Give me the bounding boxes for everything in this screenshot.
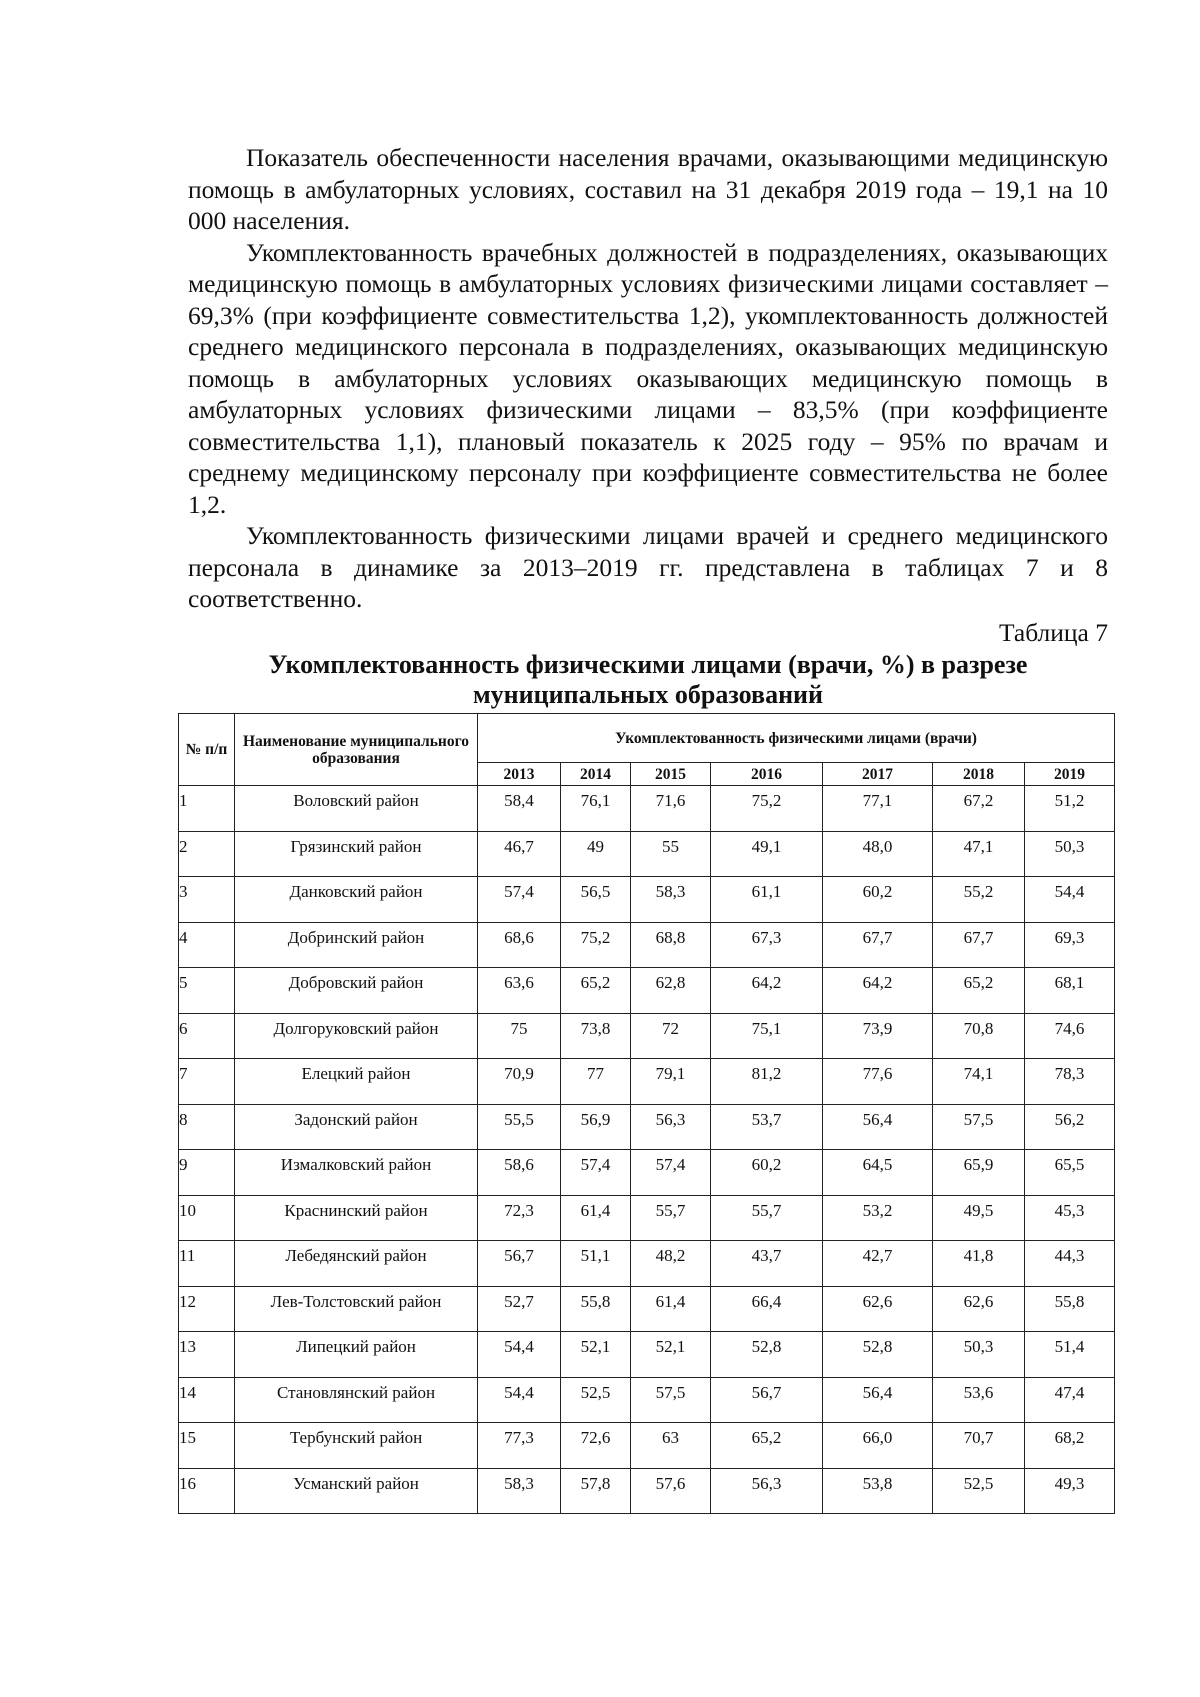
row-value-2013: 46,7: [478, 831, 561, 877]
header-year-2018: 2018: [933, 763, 1025, 786]
row-value-2018: 70,7: [933, 1423, 1025, 1469]
row-value-2017: 52,8: [823, 1332, 933, 1378]
row-value-2016: 67,3: [711, 922, 823, 968]
row-value-2017: 64,2: [823, 968, 933, 1014]
row-value-2017: 60,2: [823, 877, 933, 923]
row-number: 8: [179, 1104, 235, 1150]
row-value-2016: 53,7: [711, 1104, 823, 1150]
table-row: [179, 1241, 1115, 1287]
table-row: [179, 1286, 1115, 1332]
header-year-2017: 2017: [823, 763, 933, 786]
row-municipality: Усманский район: [235, 1468, 478, 1514]
row-value-2018: 41,8: [933, 1241, 1025, 1287]
row-value-2019: 78,3: [1025, 1059, 1115, 1105]
row-municipality: Елецкий район: [235, 1059, 478, 1105]
row-value-2015: 71,6: [631, 786, 711, 832]
paragraph-dynamics-reference: Укомплектованность физическими лицами врачей и среднего медицинского персонала в динамике за 2013–2019 гг. представлена в таблицах 7 и 8 соответственно.: [188, 521, 1108, 613]
row-value-2016: 75,1: [711, 1013, 823, 1059]
table-title: Укомплектованность физическими лицами (врачи, %) в разрезе муниципальных образований: [268, 650, 1028, 709]
table-row: [179, 1332, 1115, 1378]
row-number: 9: [179, 1150, 235, 1196]
row-number: 1: [179, 786, 235, 832]
row-value-2019: 65,5: [1025, 1150, 1115, 1196]
row-value-2013: 63,6: [478, 968, 561, 1014]
row-value-2019: 50,3: [1025, 831, 1115, 877]
row-value-2018: 65,2: [933, 968, 1025, 1014]
row-number: 5: [179, 968, 235, 1014]
row-value-2019: 49,3: [1025, 1468, 1115, 1514]
row-value-2014: 52,1: [561, 1332, 631, 1378]
table-row: [179, 1013, 1115, 1059]
row-value-2017: 53,2: [823, 1195, 933, 1241]
row-municipality: Лебедянский район: [235, 1241, 478, 1287]
table-row: [179, 1377, 1115, 1423]
row-value-2013: 68,6: [478, 922, 561, 968]
row-value-2017: 48,0: [823, 831, 933, 877]
row-value-2013: 70,9: [478, 1059, 561, 1105]
row-value-2016: 43,7: [711, 1241, 823, 1287]
row-value-2016: 55,7: [711, 1195, 823, 1241]
row-value-2017: 77,1: [823, 786, 933, 832]
row-value-2014: 76,1: [561, 786, 631, 832]
row-municipality: Задонский район: [235, 1104, 478, 1150]
row-value-2014: 56,9: [561, 1104, 631, 1150]
row-value-2016: 66,4: [711, 1286, 823, 1332]
row-value-2017: 64,5: [823, 1150, 933, 1196]
row-value-2013: 58,3: [478, 1468, 561, 1514]
row-value-2018: 52,5: [933, 1468, 1025, 1514]
row-number: 6: [179, 1013, 235, 1059]
row-value-2016: 61,1: [711, 877, 823, 923]
row-municipality: Долгоруковский район: [235, 1013, 478, 1059]
row-value-2019: 69,3: [1025, 922, 1115, 968]
row-value-2014: 61,4: [561, 1195, 631, 1241]
header-municipality: Наименование муниципального образования: [235, 714, 478, 786]
row-number: 2: [179, 831, 235, 877]
row-value-2013: 54,4: [478, 1332, 561, 1378]
row-value-2018: 67,2: [933, 786, 1025, 832]
row-value-2015: 57,4: [631, 1150, 711, 1196]
row-value-2013: 55,5: [478, 1104, 561, 1150]
row-value-2018: 50,3: [933, 1332, 1025, 1378]
row-value-2019: 56,2: [1025, 1104, 1115, 1150]
row-value-2017: 42,7: [823, 1241, 933, 1287]
row-value-2015: 52,1: [631, 1332, 711, 1378]
row-value-2015: 57,6: [631, 1468, 711, 1514]
row-value-2014: 51,1: [561, 1241, 631, 1287]
row-value-2016: 60,2: [711, 1150, 823, 1196]
row-value-2019: 51,2: [1025, 786, 1115, 832]
row-value-2019: 74,6: [1025, 1013, 1115, 1059]
row-value-2016: 81,2: [711, 1059, 823, 1105]
header-year-2014: 2014: [561, 763, 631, 786]
header-year-2016: 2016: [711, 763, 823, 786]
row-number: 12: [179, 1286, 235, 1332]
row-value-2017: 53,8: [823, 1468, 933, 1514]
header-staffing-group: Укомплектованность физическими лицами (врачи): [478, 714, 1115, 763]
row-value-2013: 58,6: [478, 1150, 561, 1196]
row-value-2014: 56,5: [561, 877, 631, 923]
row-value-2016: 56,7: [711, 1377, 823, 1423]
header-year-2015: 2015: [631, 763, 711, 786]
row-municipality: Данковский район: [235, 877, 478, 923]
row-value-2018: 62,6: [933, 1286, 1025, 1332]
row-number: 4: [179, 922, 235, 968]
row-number: 15: [179, 1423, 235, 1469]
row-value-2014: 75,2: [561, 922, 631, 968]
row-value-2017: 67,7: [823, 922, 933, 968]
row-value-2014: 57,8: [561, 1468, 631, 1514]
row-value-2018: 47,1: [933, 831, 1025, 877]
table-row: [179, 1104, 1115, 1150]
table-row: [179, 922, 1115, 968]
row-value-2014: 73,8: [561, 1013, 631, 1059]
table-row: [179, 877, 1115, 923]
row-value-2014: 52,5: [561, 1377, 631, 1423]
row-value-2014: 77: [561, 1059, 631, 1105]
row-municipality: Липецкий район: [235, 1332, 478, 1378]
row-value-2015: 58,3: [631, 877, 711, 923]
row-value-2015: 57,5: [631, 1377, 711, 1423]
table-label: Таблица 7: [998, 617, 1108, 647]
table-row: [179, 1423, 1115, 1469]
row-value-2016: 56,3: [711, 1468, 823, 1514]
row-value-2018: 67,7: [933, 922, 1025, 968]
row-municipality: Становлянский район: [235, 1377, 478, 1423]
row-number: 10: [179, 1195, 235, 1241]
row-value-2018: 70,8: [933, 1013, 1025, 1059]
row-number: 3: [179, 877, 235, 923]
row-value-2019: 47,4: [1025, 1377, 1115, 1423]
row-value-2015: 63: [631, 1423, 711, 1469]
row-value-2015: 79,1: [631, 1059, 711, 1105]
row-municipality: Добринский район: [235, 922, 478, 968]
row-value-2019: 54,4: [1025, 877, 1115, 923]
row-value-2014: 72,6: [561, 1423, 631, 1469]
row-value-2016: 65,2: [711, 1423, 823, 1469]
row-value-2017: 66,0: [823, 1423, 933, 1469]
row-number: 14: [179, 1377, 235, 1423]
paragraph-staffing-levels: Укомплектованность врачебных должностей в подразделениях, оказывающих медицинскую помощь в амбулаторных условиях физическими лицами составляет – 69,3% (при коэффициенте совместительства 1,2), укомплектованность должностей среднего медицинского персонала в подразделениях, оказывающих медицинскую помощь в амбулаторных условиях оказывающих медицинскую помощь в амбулаторных условиях физическими лицами – 83,5% (при коэффициенте совместительства 1,1), плановый показатель к 2025 году – 95% по врачам и среднему медицинскому персоналу при коэффициенте совместительства не более 1,2.: [188, 237, 1108, 519]
row-municipality: Добровский район: [235, 968, 478, 1014]
row-value-2019: 44,3: [1025, 1241, 1115, 1287]
row-value-2016: 52,8: [711, 1332, 823, 1378]
row-value-2019: 45,3: [1025, 1195, 1115, 1241]
row-value-2014: 49: [561, 831, 631, 877]
row-value-2013: 52,7: [478, 1286, 561, 1332]
row-value-2018: 74,1: [933, 1059, 1025, 1105]
row-value-2017: 73,9: [823, 1013, 933, 1059]
row-value-2017: 56,4: [823, 1104, 933, 1150]
table-row: [179, 786, 1115, 832]
row-value-2018: 65,9: [933, 1150, 1025, 1196]
table-row: [179, 831, 1115, 877]
row-value-2013: 75: [478, 1013, 561, 1059]
row-value-2013: 72,3: [478, 1195, 561, 1241]
row-value-2014: 65,2: [561, 968, 631, 1014]
paragraph-physician-supply: Показатель обеспеченности населения врачами, оказывающими медицинскую помощь в амбулаторных условиях, составил на 31 декабря 2019 года – 19,1 на 10 000 населения.: [188, 143, 1108, 235]
header-number: № п/п: [179, 714, 235, 786]
header-year-2013: 2013: [478, 763, 561, 786]
row-value-2018: 55,2: [933, 877, 1025, 923]
row-value-2018: 53,6: [933, 1377, 1025, 1423]
row-value-2014: 55,8: [561, 1286, 631, 1332]
table-row: [179, 1195, 1115, 1241]
row-value-2016: 49,1: [711, 831, 823, 877]
row-value-2017: 56,4: [823, 1377, 933, 1423]
row-value-2018: 49,5: [933, 1195, 1025, 1241]
row-value-2015: 68,8: [631, 922, 711, 968]
row-value-2019: 68,1: [1025, 968, 1115, 1014]
row-value-2015: 61,4: [631, 1286, 711, 1332]
row-value-2013: 57,4: [478, 877, 561, 923]
row-municipality: Грязинский район: [235, 831, 478, 877]
row-value-2015: 55: [631, 831, 711, 877]
row-value-2017: 77,6: [823, 1059, 933, 1105]
header-year-2019: 2019: [1025, 763, 1115, 786]
row-value-2015: 72: [631, 1013, 711, 1059]
row-value-2016: 64,2: [711, 968, 823, 1014]
row-number: 7: [179, 1059, 235, 1105]
row-value-2019: 51,4: [1025, 1332, 1115, 1378]
row-value-2013: 56,7: [478, 1241, 561, 1287]
table-header-row: [179, 714, 1115, 763]
row-municipality: Тербунский район: [235, 1423, 478, 1469]
row-value-2019: 68,2: [1025, 1423, 1115, 1469]
row-value-2015: 48,2: [631, 1241, 711, 1287]
row-value-2017: 62,6: [823, 1286, 933, 1332]
row-municipality: Воловский район: [235, 786, 478, 832]
row-number: 13: [179, 1332, 235, 1378]
row-value-2015: 55,7: [631, 1195, 711, 1241]
row-number: 16: [179, 1468, 235, 1514]
table-row: [179, 1150, 1115, 1196]
staffing-table: [178, 713, 1115, 1514]
table-row: [179, 1059, 1115, 1105]
row-value-2013: 77,3: [478, 1423, 561, 1469]
row-value-2016: 75,2: [711, 786, 823, 832]
row-municipality: Лев-Толстовский район: [235, 1286, 478, 1332]
table-row: [179, 1468, 1115, 1514]
row-value-2018: 57,5: [933, 1104, 1025, 1150]
table-body: [179, 786, 1115, 1514]
body-text: [188, 142, 1108, 648]
row-value-2019: 55,8: [1025, 1286, 1115, 1332]
row-value-2015: 62,8: [631, 968, 711, 1014]
row-value-2015: 56,3: [631, 1104, 711, 1150]
row-number: 11: [179, 1241, 235, 1287]
row-value-2013: 58,4: [478, 786, 561, 832]
row-municipality: Измалковский район: [235, 1150, 478, 1196]
row-municipality: Краснинский район: [235, 1195, 478, 1241]
row-value-2013: 54,4: [478, 1377, 561, 1423]
table-row: [179, 968, 1115, 1014]
row-value-2014: 57,4: [561, 1150, 631, 1196]
